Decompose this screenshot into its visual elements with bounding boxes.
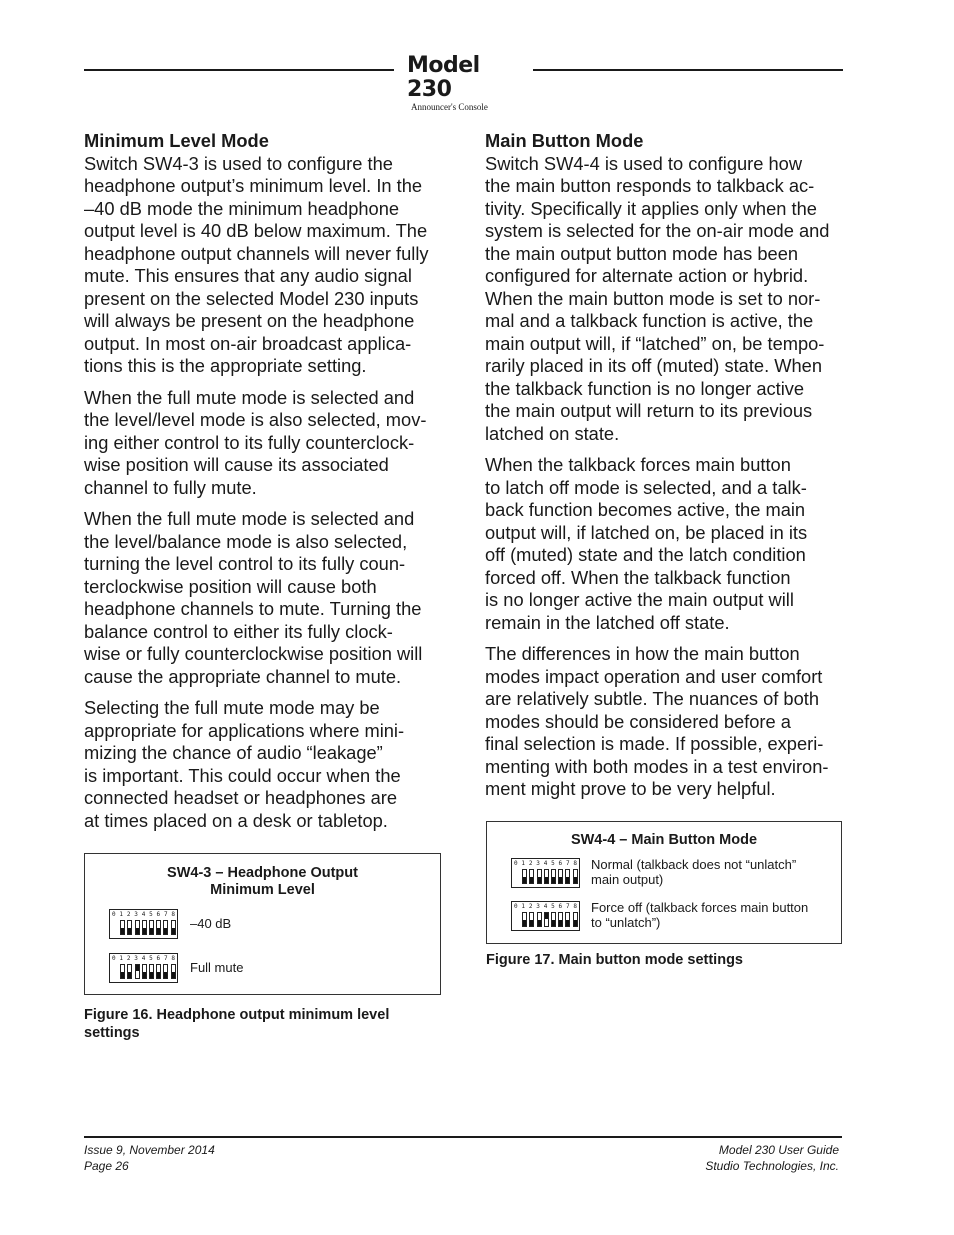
text-line: back function becomes active, the main xyxy=(485,499,806,520)
text-line: final selection is made. If possible, experi- xyxy=(485,733,824,754)
header-rule-right xyxy=(533,69,843,71)
text-line: When the talkback forces main button xyxy=(485,454,791,475)
dip-number: 4 xyxy=(141,955,146,962)
logo-model: Model 230 xyxy=(407,53,480,102)
dip-switch-normal xyxy=(511,858,580,888)
dip-number-row xyxy=(514,903,577,910)
text-line: When the main button mode is set to nor- xyxy=(485,287,821,309)
dip-number: 4 xyxy=(543,903,548,910)
dip-number: 8 xyxy=(573,903,577,910)
text-line: the level/level mode is also selected, mov- xyxy=(84,409,427,430)
section-heading-main-button-mode: Main Button Mode xyxy=(485,130,644,151)
dip-toggle-7 xyxy=(565,869,570,884)
dip-number: 7 xyxy=(163,955,168,962)
dip-label-force-off: Force off (talkback forces main button to “unlatch”) xyxy=(591,900,809,930)
dip-label-normal: Normal (talkback does not “unlatch” main output) xyxy=(591,857,797,887)
text-line: channel to fully mute. xyxy=(84,476,257,498)
text-line: ment might prove to be very helpful. xyxy=(485,778,776,799)
dip-number: 8 xyxy=(171,955,175,962)
text-line: turning the level control to its fully coun- xyxy=(84,553,406,574)
text-line: will always be present on the headphone xyxy=(84,310,415,331)
dip-toggle-4 xyxy=(544,869,549,884)
dip-toggle-7 xyxy=(163,920,168,935)
text-line: the level/balance mode is also selected, xyxy=(84,530,408,552)
text-line: Selecting the full mute mode may be xyxy=(84,697,380,718)
text-line: tivity. Specifically it applies only when the xyxy=(485,197,817,219)
text-line: wise position will cause its associated xyxy=(84,454,389,475)
text-line: tions this is the appropriate setting. xyxy=(84,355,367,376)
dip-toggle-3 xyxy=(537,869,542,884)
dip-toggle-7 xyxy=(565,912,570,927)
left-column xyxy=(84,130,446,841)
text-line: forced off. When the talkback function xyxy=(485,566,791,588)
text-line: –40 dB mode the minimum headphone xyxy=(84,197,400,219)
text-line: off (muted) state and the latch condition xyxy=(485,544,806,565)
text-line: is important. This could occur when the xyxy=(84,764,401,786)
text-line: the main output will return to its previous xyxy=(485,400,813,421)
footer-left xyxy=(84,1142,215,1174)
text-line: The differences in how the main button xyxy=(485,643,800,664)
section-heading-minimum-level-mode: Minimum Level Mode xyxy=(84,130,269,151)
dip-toggle-2 xyxy=(529,869,534,884)
dip-toggle-4 xyxy=(544,912,549,927)
dip-number: 0 xyxy=(112,955,116,962)
text-line: Switch SW4-3 is used to configure the xyxy=(84,152,393,174)
text-line: terclockwise position will cause both xyxy=(84,575,377,597)
figure-17-box xyxy=(486,821,842,944)
dip-number: 1 xyxy=(119,911,124,918)
dip-toggle-3 xyxy=(135,964,140,979)
text-line: mizing the chance of audio “leakage” xyxy=(84,742,383,763)
dip-number: 7 xyxy=(163,911,168,918)
text-line: to latch off mode is selected, and a talk- xyxy=(485,476,807,498)
text-line: present on the selected Model 230 inputs xyxy=(84,287,419,309)
dip-toggle-2 xyxy=(127,920,132,935)
text-line: output level is 40 dB below maximum. The xyxy=(84,220,428,241)
dip-toggle-8 xyxy=(171,964,176,979)
text-line: When the full mute mode is selected and xyxy=(84,508,415,529)
dip-number: 3 xyxy=(134,955,138,962)
text-line: the main button responds to talkback ac- xyxy=(485,175,815,196)
text-line: balance control to either its fully clock- xyxy=(84,620,393,642)
text-line: latched on state. xyxy=(485,422,620,444)
dip-number: 8 xyxy=(573,860,577,867)
dip-toggle-6 xyxy=(156,964,161,979)
footer-guide-title: Model 230 User Guide xyxy=(718,1143,839,1157)
dip-switch-40db xyxy=(109,909,178,939)
dip-toggle-4 xyxy=(142,920,147,935)
dip-number: 7 xyxy=(565,860,570,867)
dip-toggle-3 xyxy=(135,920,140,935)
text-line: rarily placed in its off (muted) state. When xyxy=(485,355,822,376)
paragraph xyxy=(485,454,847,634)
footer-issue: Issue 9, November 2014 xyxy=(84,1143,215,1157)
text-line: remain in the latched off state. xyxy=(485,611,730,633)
dip-number: 0 xyxy=(514,903,518,910)
dip-toggle-2 xyxy=(127,964,132,979)
dip-label-full-mute: Full mute xyxy=(190,960,244,975)
text-line: configured for alternate action or hybrid. xyxy=(485,265,809,286)
figure-16-box xyxy=(84,853,441,995)
dip-toggle-5 xyxy=(551,912,556,927)
footer-rule xyxy=(84,1136,842,1138)
dip-toggle-6 xyxy=(156,920,161,935)
text-line: mal and a talkback function is active, the xyxy=(485,310,814,331)
text-line: connected headset or headphones are xyxy=(84,787,398,808)
paragraph xyxy=(84,508,446,688)
dip-switch-full-mute xyxy=(109,953,178,983)
dip-number: 0 xyxy=(112,911,116,918)
dip-number: 4 xyxy=(543,860,548,867)
paragraph xyxy=(84,697,446,832)
figure-17-title: SW4-4 – Main Button Mode xyxy=(570,832,758,848)
text-line: headphone channels to mute. Turning the xyxy=(84,598,422,619)
text-line: cause the appropriate channel to mute. xyxy=(84,665,402,687)
dip-number: 3 xyxy=(536,903,540,910)
dip-number: 2 xyxy=(528,860,533,867)
dip-label-40db: –40 dB xyxy=(190,916,232,931)
right-column xyxy=(485,130,847,810)
dip-number-row xyxy=(514,860,577,867)
text-line: at times placed on a desk or tabletop. xyxy=(84,809,388,831)
footer-right xyxy=(705,1142,839,1174)
product-logo xyxy=(407,54,527,112)
dip-number: 8 xyxy=(171,911,175,918)
paragraph xyxy=(485,643,847,801)
dip-toggle-2 xyxy=(529,912,534,927)
text-line: modes should be considered before a xyxy=(485,710,791,732)
dip-number: 3 xyxy=(536,860,540,867)
dip-toggle-7 xyxy=(163,964,168,979)
dip-toggle-1 xyxy=(522,912,527,927)
dip-toggle-4 xyxy=(142,964,147,979)
footer-company: Studio Technologies, Inc. xyxy=(705,1159,839,1173)
dip-toggle-8 xyxy=(171,920,176,935)
text-line: headphone output’s minimum level. In the xyxy=(84,175,423,196)
text-line: system is selected for the on-air mode and xyxy=(485,220,830,241)
dip-number: 1 xyxy=(521,903,526,910)
paragraph xyxy=(485,153,847,446)
paragraph xyxy=(84,387,446,500)
text-line: are relatively subtle. The nuances of both xyxy=(485,688,820,709)
dip-toggle-8 xyxy=(573,912,578,927)
dip-number: 1 xyxy=(119,955,124,962)
text-line: wise or fully counterclockwise position will xyxy=(84,643,423,664)
dip-number: 1 xyxy=(521,860,526,867)
text-line: modes impact operation and user comfort xyxy=(485,665,823,687)
dip-number: 2 xyxy=(126,955,131,962)
dip-toggle-1 xyxy=(522,869,527,884)
text-line: output. In most on-air broadcast applica- xyxy=(84,332,412,354)
dip-number: 6 xyxy=(558,860,563,867)
dip-number: 0 xyxy=(514,860,518,867)
figure-16-title: SW4-3 – Headphone Output Minimum Level xyxy=(167,865,358,898)
dip-toggle-6 xyxy=(558,912,563,927)
text-line: When the full mute mode is selected and xyxy=(84,386,415,408)
paragraph xyxy=(84,153,446,378)
text-line: mute. This ensures that any audio signal xyxy=(84,265,412,286)
figure-17-caption: Figure 17. Main button mode settings xyxy=(486,952,743,968)
dip-toggle-1 xyxy=(120,920,125,935)
text-line: output will, if latched on, be placed in its xyxy=(485,521,808,543)
text-line: the main output button mode has been xyxy=(485,242,799,264)
dip-number: 6 xyxy=(156,911,161,918)
dip-switch-force-off xyxy=(511,901,580,931)
dip-number: 5 xyxy=(149,955,153,962)
dip-toggle-1 xyxy=(120,964,125,979)
dip-toggle-8 xyxy=(573,869,578,884)
dip-number: 6 xyxy=(558,903,563,910)
text-line: menting with both modes in a test environ- xyxy=(485,755,829,777)
figure-16-caption: Figure 16. Headphone output minimum level settings xyxy=(84,1007,390,1041)
dip-toggle-5 xyxy=(551,869,556,884)
dip-toggle-5 xyxy=(149,920,154,935)
dip-toggle-3 xyxy=(537,912,542,927)
dip-number: 2 xyxy=(126,911,131,918)
dip-number: 3 xyxy=(134,911,138,918)
dip-toggle-5 xyxy=(149,964,154,979)
text-line: the talkback function is no longer active xyxy=(485,377,805,399)
footer-page-number: Page 26 xyxy=(84,1159,129,1173)
text-line: ing either control to its fully counterclock- xyxy=(84,431,415,453)
text-line: main output will, if “latched” on, be tempo- xyxy=(485,332,825,354)
dip-number: 5 xyxy=(551,860,555,867)
dip-number: 4 xyxy=(141,911,146,918)
dip-number: 6 xyxy=(156,955,161,962)
logo-subtitle: Announcer's Console xyxy=(411,102,488,112)
dip-number-row xyxy=(112,911,175,918)
dip-number: 2 xyxy=(528,903,533,910)
dip-number-row xyxy=(112,955,175,962)
text-line: is no longer active the main output will xyxy=(485,589,794,610)
dip-number: 7 xyxy=(565,903,570,910)
text-line: Switch SW4-4 is used to configure how xyxy=(485,152,803,174)
text-line: appropriate for applications where mini- xyxy=(84,719,405,741)
header-rule-left xyxy=(84,69,394,71)
dip-number: 5 xyxy=(149,911,153,918)
dip-number: 5 xyxy=(551,903,555,910)
dip-toggle-6 xyxy=(558,869,563,884)
text-line: headphone output channels will never fully xyxy=(84,242,429,264)
